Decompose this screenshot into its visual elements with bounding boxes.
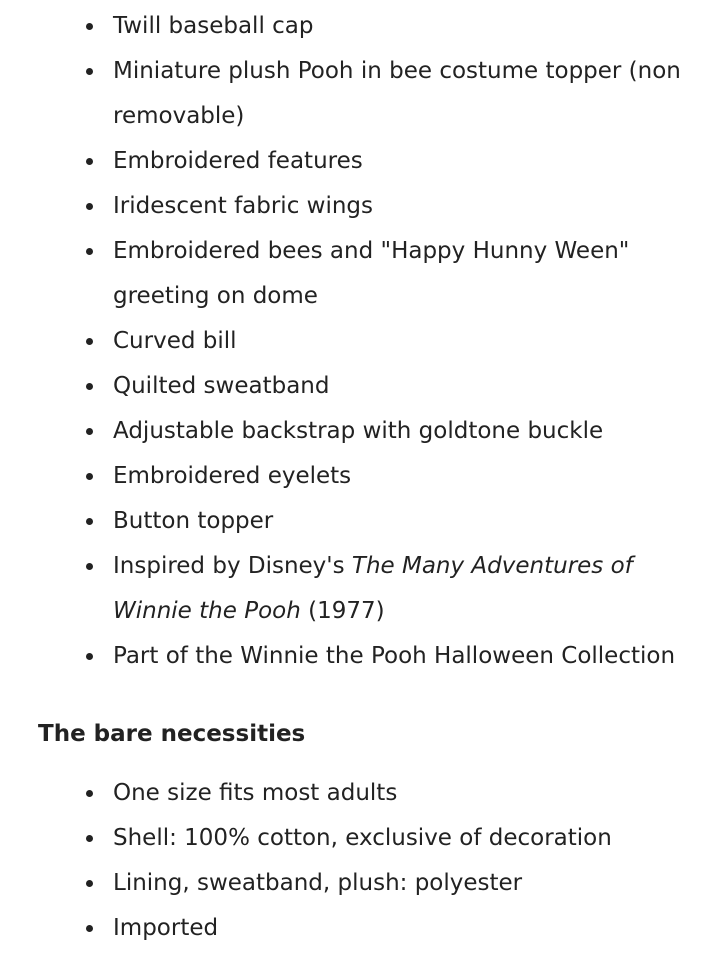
bullet-icon — [86, 653, 93, 660]
bullet-icon — [86, 383, 93, 390]
features-list — [0, 4, 713, 679]
bullet-icon — [86, 203, 93, 210]
list-item-inspired — [0, 544, 713, 634]
section-heading: The bare necessities — [38, 721, 306, 747]
bullet-icon — [86, 68, 93, 75]
list-item — [0, 771, 713, 816]
bullet-icon — [86, 248, 93, 255]
list-item — [0, 454, 713, 499]
list-item — [0, 499, 713, 544]
list-item-text: Iridescent fabric wings — [113, 193, 374, 219]
bullet-icon — [86, 338, 93, 345]
bullet-icon — [86, 473, 93, 480]
bullet-icon — [86, 790, 93, 797]
list-item — [0, 49, 713, 139]
list-item-text: Quilted sweatband — [113, 373, 330, 399]
list-item-text: Shell: 100% cotton, exclusive of decoration — [113, 825, 612, 851]
list-item-text: Embroidered eyelets — [113, 463, 352, 489]
necessities-list — [0, 771, 713, 951]
list-item-text: Twill baseball cap — [113, 13, 314, 39]
list-item — [0, 4, 713, 49]
list-item — [0, 139, 713, 184]
film-title: The Many Adventures of Winnie the Pooh — [113, 553, 633, 624]
bullet-icon — [86, 563, 93, 570]
bullet-icon — [86, 835, 93, 842]
list-item — [0, 319, 713, 364]
list-item — [0, 861, 713, 906]
list-item — [0, 634, 713, 679]
list-item — [0, 409, 713, 454]
bullet-icon — [86, 428, 93, 435]
list-item — [0, 364, 713, 409]
list-item-text: Curved bill — [113, 328, 237, 354]
bullet-icon — [86, 880, 93, 887]
list-item-text: One size fits most adults — [113, 780, 398, 806]
inspired-prefix: Inspired by Disney's — [113, 553, 352, 579]
list-item-text: Miniature plush Pooh in bee costume topper (non removable) — [113, 58, 681, 129]
list-item-text: Imported — [113, 915, 219, 941]
list-item-text: Embroidered features — [113, 148, 363, 174]
bullet-icon — [86, 23, 93, 30]
list-item-text: Button topper — [113, 508, 274, 534]
bullet-icon — [86, 518, 93, 525]
list-item-text: Embroidered bees and "Happy Hunny Ween" greeting on dome — [113, 238, 630, 309]
list-item — [0, 906, 713, 951]
list-item — [0, 229, 713, 319]
bullet-icon — [86, 925, 93, 932]
bullet-icon — [86, 158, 93, 165]
list-item-text: Part of the Winnie the Pooh Halloween Collection — [113, 643, 676, 669]
list-item-text: Lining, sweatband, plush: polyester — [113, 870, 523, 896]
list-item-text: Adjustable backstrap with goldtone buckle — [113, 418, 604, 444]
list-item — [0, 816, 713, 861]
list-item — [0, 184, 713, 229]
inspired-suffix: (1977) — [300, 598, 385, 624]
